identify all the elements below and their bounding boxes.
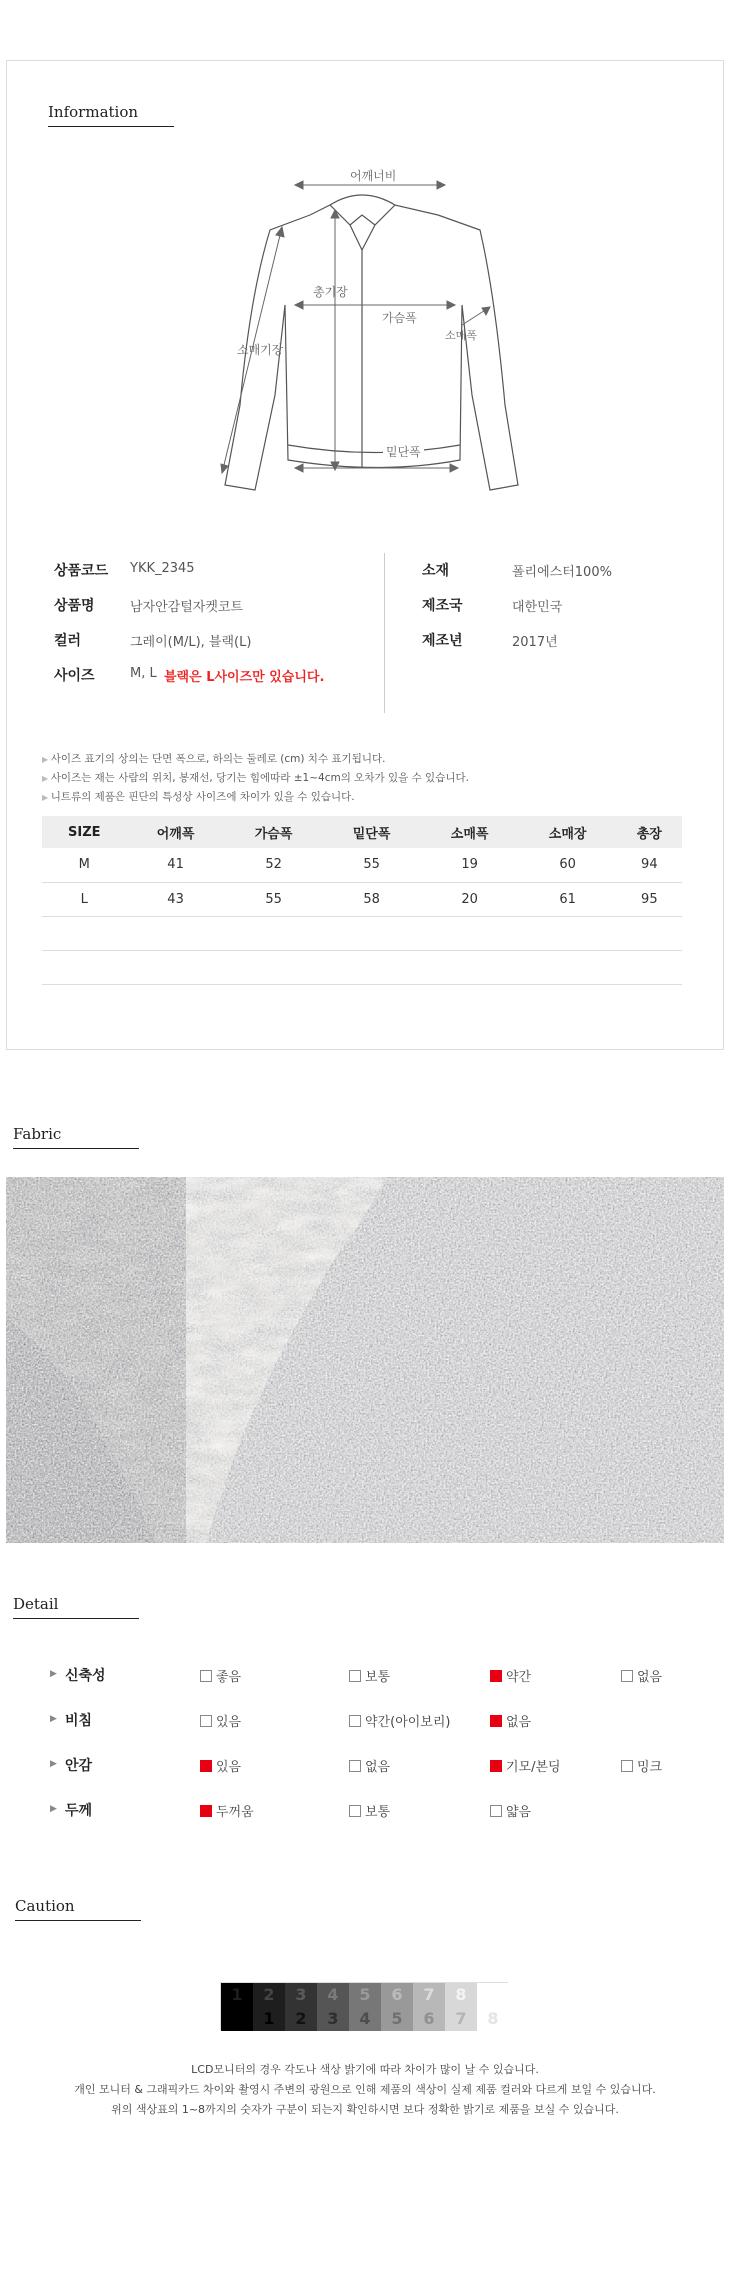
detail-label-elasticity: 신축성 [65,1668,106,1684]
gray-bottom-cell: 2 [285,2007,317,2031]
gray-top-cell: 2 [253,1983,285,2007]
gray-bottom-cell: 5 [381,2007,413,2031]
detail-option: 약간(아이보리) [349,1711,451,1730]
triangle-right-icon: ▶ [50,1714,57,1724]
caution-line: LCD모니터의 경우 각도나 색상 밝기에 따라 차이가 많이 날 수 있습니다. [191,2063,539,2076]
detail-option: 없음 [349,1756,390,1775]
gray-top-cell: 1 [221,1983,253,2007]
spec-size-alert: 블랙은 L사이즈만 있습니다. [164,670,325,685]
checkbox-icon [200,1715,212,1727]
checkbox-icon [200,1670,212,1682]
checkbox-icon [349,1760,361,1772]
gray-bottom-cell: 6 [413,2007,445,2031]
spec-label-year: 제조년 [422,633,463,649]
detail-title: Detail [13,1595,59,1613]
table-cell: 20 [421,882,519,916]
fabric-title: Fabric [13,1125,62,1143]
checkbox-icon [349,1715,361,1727]
jacket-size-diagram [200,155,530,495]
size-table-header [42,816,682,848]
table-cell: 55 [225,882,323,916]
gray-bottom-cell-blank [221,2007,253,2031]
detail-option: 없음 [621,1666,662,1685]
table-cell: 52 [225,848,323,882]
information-title: Information [48,103,139,121]
detail-label-thickness: 두께 [65,1803,93,1819]
gray-top-cell: 5 [349,1983,381,2007]
gray-top-cell: 4 [317,1983,349,2007]
table-cell: 60 [519,848,617,882]
size-table [42,816,682,985]
triangle-right-icon: ▶ [50,1804,57,1814]
size-table-header-cell: 가슴폭 [225,816,323,848]
table-row-empty [42,916,682,950]
table-cell: L [42,882,127,916]
gray-top-cell-blank [477,1983,509,2007]
triangle-right-icon: ▶ [50,1759,57,1769]
checkbox-icon [621,1670,633,1682]
table-cell: M [42,848,127,882]
diagram-label-total-length: 총기장 [313,285,348,299]
detail-option: 얇음 [490,1801,531,1820]
spec-value-product-name: 남자안감털자켓코트 [130,600,244,615]
checkbox-icon [349,1670,361,1682]
size-table-header-cell: 밑단폭 [323,816,421,848]
spec-value-material: 폴리에스터100% [512,565,612,580]
detail-option: 있음 [200,1711,241,1730]
table-cell: 43 [127,882,225,916]
gray-top-cell: 3 [285,1983,317,2007]
caution-title: Caution [15,1897,75,1915]
spec-label-product-name: 상품명 [54,598,95,614]
checkbox-icon [490,1805,502,1817]
table-row [42,848,682,882]
spec-label-size: 사이즈 [54,668,95,684]
detail-option-selected: 있음 [200,1756,241,1775]
size-note: ▶ 사이즈 표기의 상의는 단면 폭으로, 하의는 둘레로 (cm) 치수 표기됩니다. [42,751,385,766]
detail-option-selected: 기모/본딩 [490,1756,561,1775]
gray-bottom-cell: 8 [477,2007,509,2031]
triangle-right-icon: ▶ [50,1669,57,1679]
gray-bottom-cell: 7 [445,2007,477,2031]
spec-value-country: 대한민국 [512,600,563,615]
checkbox-icon [349,1805,361,1817]
grayscale-calibration-chart [220,1982,508,2030]
detail-option: 좋음 [200,1666,241,1685]
diagram-label-sleeve-length: 소매기장 [237,343,284,357]
table-cell: 95 [617,882,682,916]
diagram-label-shoulder: 어깨너비 [347,167,399,184]
detail-option: 보통 [349,1801,390,1820]
spec-label-product-code: 상품코드 [54,563,109,579]
table-row-empty [42,950,682,984]
gray-bottom-cell: 3 [317,2007,349,2031]
spec-label-country: 제조국 [422,598,463,614]
table-cell: 19 [421,848,519,882]
table-cell: 55 [323,848,421,882]
gray-top-cell: 8 [445,1983,477,2007]
gray-top-cell: 7 [413,1983,445,2007]
diagram-label-chest: 가슴폭 [382,311,417,325]
checkbox-checked-icon [200,1760,212,1772]
detail-title-underline [13,1618,139,1619]
detail-option-selected: 약간 [490,1666,531,1685]
detail-label-transparency: 비침 [65,1713,93,1729]
checkbox-checked-icon [490,1715,502,1727]
size-note: ▶ 니트류의 제품은 핀단의 특성상 사이즈에 차이가 있을 수 있습니다. [42,789,355,804]
size-table-header-cell: 총장 [617,816,682,848]
detail-option: 보통 [349,1666,390,1685]
size-table-header-cell: 어깨폭 [127,816,225,848]
checkbox-checked-icon [490,1760,502,1772]
information-title-underline [48,126,174,127]
spec-value-product-code: YKK_2345 [130,561,195,576]
size-note: ▶ 사이즈는 재는 사람의 위치, 봉재선, 당기는 힘에따라 ±1~4cm의 오차가 있을 수 있습니다. [42,770,469,785]
spec-value-year: 2017년 [512,635,558,650]
checkbox-checked-icon [490,1670,502,1682]
table-cell: 94 [617,848,682,882]
detail-label-lining: 안감 [65,1758,93,1774]
specs-divider [384,553,385,713]
diagram-label-sleeve-width: 소매폭 [445,329,477,342]
caution-line: 위의 색상표의 1~8까지의 숫자가 구분이 되는지 확인하시면 보다 정확한 밝기로 제품을 보실 수 있습니다. [111,2103,619,2116]
detail-option-selected: 없음 [490,1711,531,1730]
gray-top-cell: 6 [381,1983,413,2007]
gray-bottom-cell: 4 [349,2007,381,2031]
spec-label-color: 컬러 [54,633,82,649]
checkbox-icon [621,1760,633,1772]
detail-option: 밍크 [621,1756,662,1775]
table-cell: 58 [323,882,421,916]
caution-title-underline [15,1920,141,1921]
size-table-header-cell: 소매장 [519,816,617,848]
gray-bottom-cell: 1 [253,2007,285,2031]
size-table-header-cell: SIZE [42,816,127,848]
table-cell: 41 [127,848,225,882]
table-row [42,882,682,916]
detail-option-selected: 두꺼움 [200,1801,254,1820]
spec-value-size: M, L [130,666,157,681]
spec-value-color: 그레이(M/L), 블랙(L) [130,635,252,650]
checkbox-checked-icon [200,1805,212,1817]
diagram-label-hem: 밑단폭 [383,443,424,460]
spec-label-material: 소재 [422,563,450,579]
table-cell: 61 [519,882,617,916]
fabric-title-underline [13,1148,139,1149]
caution-line: 개인 모니터 & 그래픽카드 차이와 촬영시 주변의 광원으로 인해 제품의 색상이 실제 제품 컬러와 다르게 보일 수 있습니다. [74,2083,656,2096]
size-table-header-cell: 소매폭 [421,816,519,848]
fabric-photo [6,1177,724,1543]
